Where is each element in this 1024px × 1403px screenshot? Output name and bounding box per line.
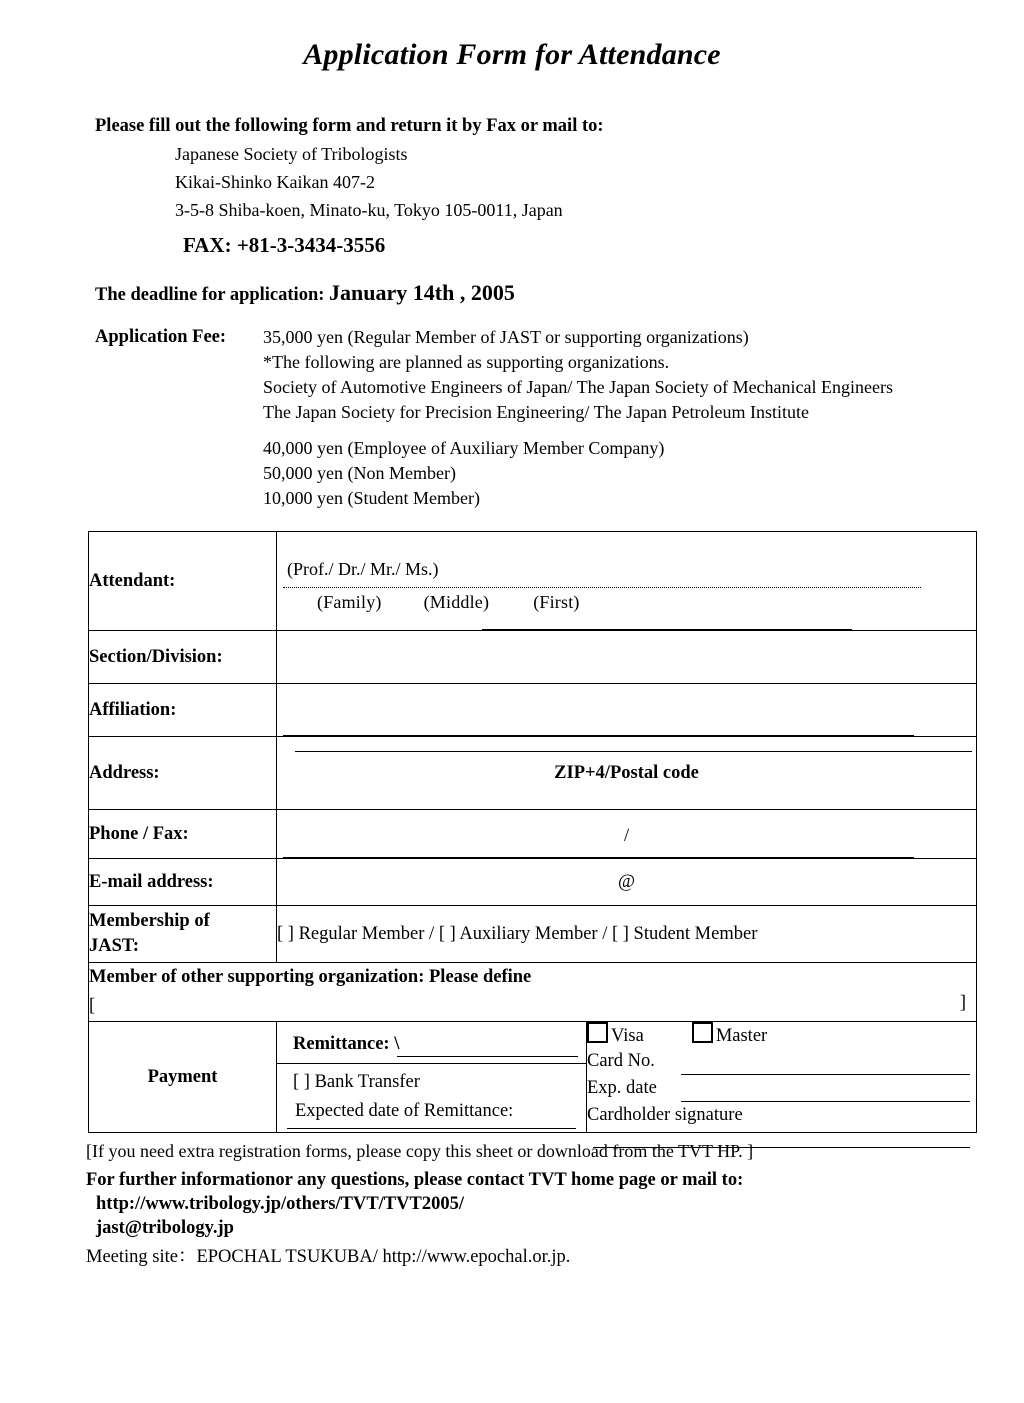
cardholder-signature-label: Cardholder signature [587,1105,743,1125]
card-no-row[interactable] [587,1051,976,1078]
name-middle-label: (Middle) [423,591,490,612]
membership-label [89,906,277,963]
email-at-symbol: @ [617,871,636,892]
email-label: E-mail address: [89,859,277,906]
bank-transfer-option[interactable]: [ ] Bank Transfer [293,1071,420,1092]
phone-fax-input[interactable] [277,810,977,859]
footer-url[interactable]: http://www.tribology.jp/others/TVT/TVT2005/ [96,1194,464,1214]
payment-label: Payment [89,1022,277,1133]
table-row-address [89,737,977,810]
zip-label: ZIP+4/Postal code [554,763,699,783]
membership-label-line1: Membership of [89,911,210,932]
expected-date-rule [287,1128,576,1129]
phone-fax-rule [283,857,914,858]
page-title: Application Form for Attendance [303,38,721,71]
membership-options[interactable]: [ ] Regular Member / [ ] Auxiliary Member / [ ] Student Member [277,906,977,963]
org-address-line-1: Japanese Society of Tribologists [175,144,408,164]
document-page [0,38,1024,1403]
phone-fax-separator: / [623,825,630,846]
attendant-label: Attendant: [89,532,277,631]
table-row-affiliation [89,684,977,737]
address-label: Address: [89,737,277,810]
deadline-value: January 14th , 2005 [329,280,515,305]
expected-date-label: Expected date of Remittance: [295,1100,514,1121]
table-row-section [89,631,977,684]
attendant-bottom-rule [482,629,852,630]
table-row-payment [89,1022,977,1133]
master-checkbox-icon[interactable] [692,1022,713,1043]
cardholder-signature-row[interactable] [587,1105,976,1132]
cardholder-signature-rule [593,1147,970,1148]
affiliation-field[interactable] [277,684,976,736]
attendant-input-cell[interactable] [277,532,977,631]
fee-line-1: 35,000 yen (Regular Member of JAST or supporting organizations) [263,327,749,347]
fee-line-3: Society of Automotive Engineers of Japan/ The Japan Society of Mechanical Engineers [263,377,893,397]
fee-line-4: The Japan Society for Precision Engineering/ The Japan Petroleum Institute [263,402,810,422]
visa-label: Visa [611,1026,644,1046]
application-form-table [88,531,977,1133]
remittance-rule [397,1056,578,1057]
card-no-rule [681,1074,970,1075]
application-fee-lines [263,327,972,509]
payment-remittance-cell[interactable] [277,1022,587,1133]
footer-further-info: For further informationor any questions, please contact TVT home page or mail to: [86,1170,744,1190]
fee-line-5: 40,000 yen (Employee of Auxiliary Member Company) [263,438,665,458]
instruction-text: Please fill out the following form and return it by Fax or mail to: [95,116,604,136]
bracket-open: [ [89,995,96,1016]
application-fee-block [95,327,972,509]
footer-email[interactable]: jast@tribology.jp [96,1218,234,1238]
card-brand-row[interactable] [587,1022,976,1047]
other-org-input[interactable] [89,991,977,1022]
attendant-name-dotted-line [283,586,921,588]
section-division-field[interactable] [277,631,976,683]
org-address-line-2: Kikai-Shinko Kaikan 407-2 [175,172,375,192]
master-label: Master [715,1026,768,1046]
affiliation-label: Affiliation: [89,684,277,737]
table-row-other-org-label [89,963,977,992]
affiliation-input[interactable] [277,684,977,737]
section-division-label: Section/Division: [89,631,277,684]
footer-meeting-site: Meeting site：EPOCHAL TSUKUBA/ http://www.epochal.or.jp. [86,1247,571,1267]
deadline-label: The deadline for application: [95,285,325,305]
table-row-attendant [89,532,977,631]
name-family-label: (Family) [317,591,382,612]
fee-line-6: 50,000 yen (Non Member) [263,463,456,483]
table-row-membership [89,906,977,963]
attendant-titles: (Prof./ Dr./ Mr./ Ms.) [287,558,439,579]
card-no-label: Card No. [587,1051,655,1071]
address-input[interactable] [277,737,977,810]
table-row-phone [89,810,977,859]
org-address-line-3: 3-5-8 Shiba-koen, Minato-ku, Tokyo 105-0011, Japan [175,200,563,220]
fee-spacer [263,427,972,434]
phone-fax-label: Phone / Fax: [89,810,277,859]
visa-checkbox-icon[interactable] [587,1022,608,1043]
instruction-block [95,116,972,509]
remittance-row[interactable] [277,1026,586,1064]
footer-note: [If you need extra registration forms, please copy this sheet or download from the TVT HP. ] [86,1141,754,1161]
application-fee-label: Application Fee: [95,327,227,347]
email-input[interactable] [277,859,977,906]
fax-number: FAX: +81-3-3434-3556 [183,233,386,257]
table-row-email [89,859,977,906]
attendant-name-parts [277,592,976,613]
payment-card-cell[interactable] [587,1022,977,1133]
fee-line-2: *The following are planned as supporting organizations. [263,352,670,372]
membership-label-line2: JAST: [89,936,140,956]
fee-line-7: 10,000 yen (Student Member) [263,488,480,508]
table-row-other-org-input [89,991,977,1022]
remittance-label: Remittance: \ [293,1033,400,1054]
other-org-label: Member of other supporting organization: Please define [89,963,977,992]
deadline-line [95,280,972,306]
exp-date-rule [681,1101,970,1102]
section-division-input[interactable] [277,631,977,684]
exp-date-row[interactable] [587,1078,976,1105]
name-first-label: (First) [533,591,580,612]
address-rule [295,751,972,752]
bracket-close: ] [959,993,967,1013]
exp-date-label: Exp. date [587,1078,657,1098]
